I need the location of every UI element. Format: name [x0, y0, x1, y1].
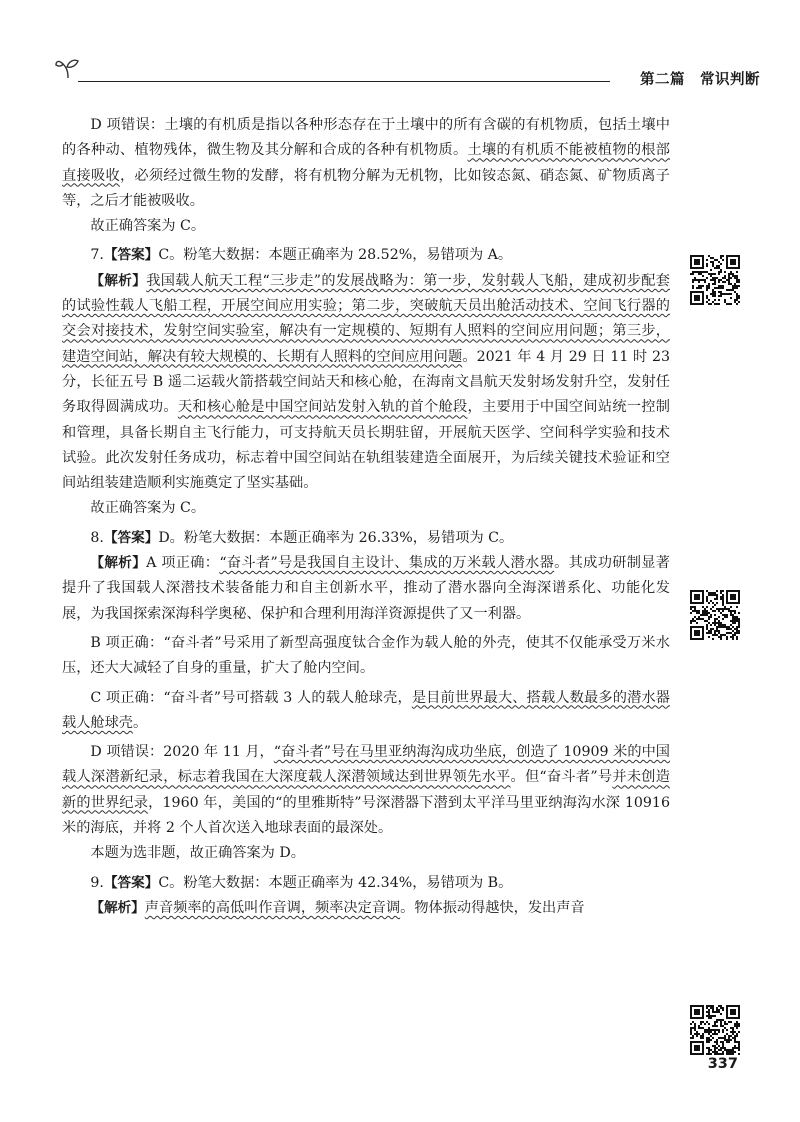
paragraph-text: D。粉笔大数据：本题正确率为 26.33%，易错项为 C。 [158, 529, 514, 546]
paragraph-text: 故正确答案为 C。 [90, 500, 206, 517]
paragraph-text: 。2021 年 4 月 29 日 11 时 23 分，长征五号 B 遥二运载火箭搭载空间站天和核心舱，在海南文昌航天发射场发射升空，发射任务取得圆满成功。 [62, 348, 670, 416]
key-point: “奋斗者”号是我国自主设计、集成的万米载人潜水器 [219, 555, 555, 572]
paragraph [62, 896, 670, 921]
answer-explanations [62, 113, 670, 921]
paragraph-text: C 项正确：“奋斗者”号可搭载 3 人的载人舱球壳， [90, 689, 412, 706]
paragraph-text: 7. [90, 247, 104, 264]
paragraph [62, 871, 670, 896]
paragraph [62, 113, 670, 214]
header-rule [78, 81, 610, 82]
paragraph-text: 。物体振动得越快，发出声音 [400, 899, 585, 916]
paragraph-text: D 项错误：2020 年 11 月， [90, 744, 274, 761]
sprout-icon [54, 56, 82, 80]
paragraph-text: D 项错误：土壤的有机质是指以各种形态存在于土壤中的所有含碳的有机物质，包括土壤中的各种动、植物残体，微生物及其分解和合成的各种有机物质。 [62, 117, 670, 159]
paragraph-text: ，主要用于中国空间站统一控制和管理，具备长期自主飞行能力，可支持航天员长期驻留，开展航天医学、空间科学实验和技术试验。此次发射任务成功，标志着中国空间站在轨组装建造全面展开，为后续关键技术验证和空间站组装建造顺利实施奠定了坚实基础。 [62, 399, 670, 492]
key-point: 是目前世界最大、搭载人数最多的潜水器载人舱球壳 [62, 689, 670, 731]
paragraph [62, 269, 670, 497]
qr-code-question-7[interactable] [690, 255, 740, 305]
qr-code-icon [690, 1005, 740, 1055]
qr-code-icon [690, 590, 740, 640]
paragraph-text: 。 [132, 714, 148, 731]
qr-code-question-9[interactable] [690, 1005, 740, 1055]
paragraph-text: B 项正确：“奋斗者”号采用了新型高强度钛合金作为载人舱的外壳，使其不仅能承受万米水压，还大大减轻了自身的重量，扩大了舱内空间。 [62, 634, 670, 677]
section-label: 【答案】 [103, 247, 159, 264]
paragraph-text: A 项正确： [146, 555, 220, 572]
paragraph [62, 551, 670, 627]
paragraph [62, 841, 670, 866]
paragraph [62, 214, 670, 239]
section-label: 【答案】 [103, 529, 159, 546]
key-point: 土壤的有机质不能被植物的根部直接吸收 [62, 142, 670, 184]
paragraph [62, 631, 670, 682]
paragraph-text: ，必须经过微生物的发酵，将有机物分解为无机物，比如铵态氮、硝态氮、矿物质离子等，之后才能被吸收。 [62, 167, 670, 209]
chapter-title: 第二篇 常识判断 [640, 72, 760, 88]
paragraph-text: 。其成功研制显著提升了我国载人深潜技术装备能力和自主创新水平，推动了潜水器向全海深谱系化、功能化发展，为我国探索深海科学奥秘、保护和合理利用海洋资源提供了又一利器。 [62, 555, 670, 622]
paragraph [62, 243, 670, 268]
section-label: 【解析】 [90, 272, 147, 289]
paragraph-text: 9. [90, 874, 104, 891]
key-point: 并未创造新的世界纪录 [62, 769, 670, 811]
key-point: 声音频率的高低叫作音调，频率决定音调 [144, 899, 401, 916]
page-header [48, 52, 760, 88]
paragraph-text: 8. [90, 529, 104, 546]
paragraph-text: 。但“奋斗者”号 [510, 769, 613, 786]
paragraph [62, 740, 670, 841]
section-label: 【解析】 [90, 555, 147, 572]
section-label: 【答案】 [103, 874, 159, 891]
qr-code-icon [690, 255, 740, 305]
key-point: 我国载人航天工程“三步走”的发展战略为：第一步，发射载人飞船，建成初步配套的试验性载人飞船工程，开展空间应用实验；第二步，突破航天员出舱活动技术、空间飞行器的交会对接技术，发射空间实验室，解决有一定规模的、短期有人照料的空间应用问题；第三步，建造空间站，解决有较大规模的、长期有人照料的空间应用问题 [62, 272, 670, 365]
paragraph-text: 本题为选非题，故正确答案为 D。 [90, 845, 305, 862]
paragraph [62, 686, 670, 737]
qr-code-question-8[interactable] [690, 590, 740, 640]
key-point: “奋斗者”号在马里亚纳海沟成功坐底，创造了 10909 米的中国载人深潜新纪录，标志着我国在大深度载人深潜领域达到世界领先水平 [62, 744, 670, 786]
paragraph-text: C。粉笔大数据：本题正确率为 42.34%，易错项为 B。 [158, 874, 513, 891]
section-label: 【解析】 [90, 899, 145, 916]
paragraph [62, 526, 670, 551]
paragraph-text: 故正确答案为 C。 [90, 218, 206, 235]
paragraph-text: ，1960 年，美国的“的里雅斯特”号深潜器下潜到太平洋马里亚纳海沟水深 10916 米的海底，并将 2 个人首次送入地球表面的最深处。 [62, 794, 670, 837]
page-number: 337 [707, 1056, 738, 1072]
paragraph [62, 496, 670, 521]
paragraph-text: C。粉笔大数据：本题正确率为 28.52%，易错项为 A。 [158, 247, 513, 264]
key-point: 天和核心舱是中国空间站发射入轨的首个舱段 [177, 399, 468, 416]
